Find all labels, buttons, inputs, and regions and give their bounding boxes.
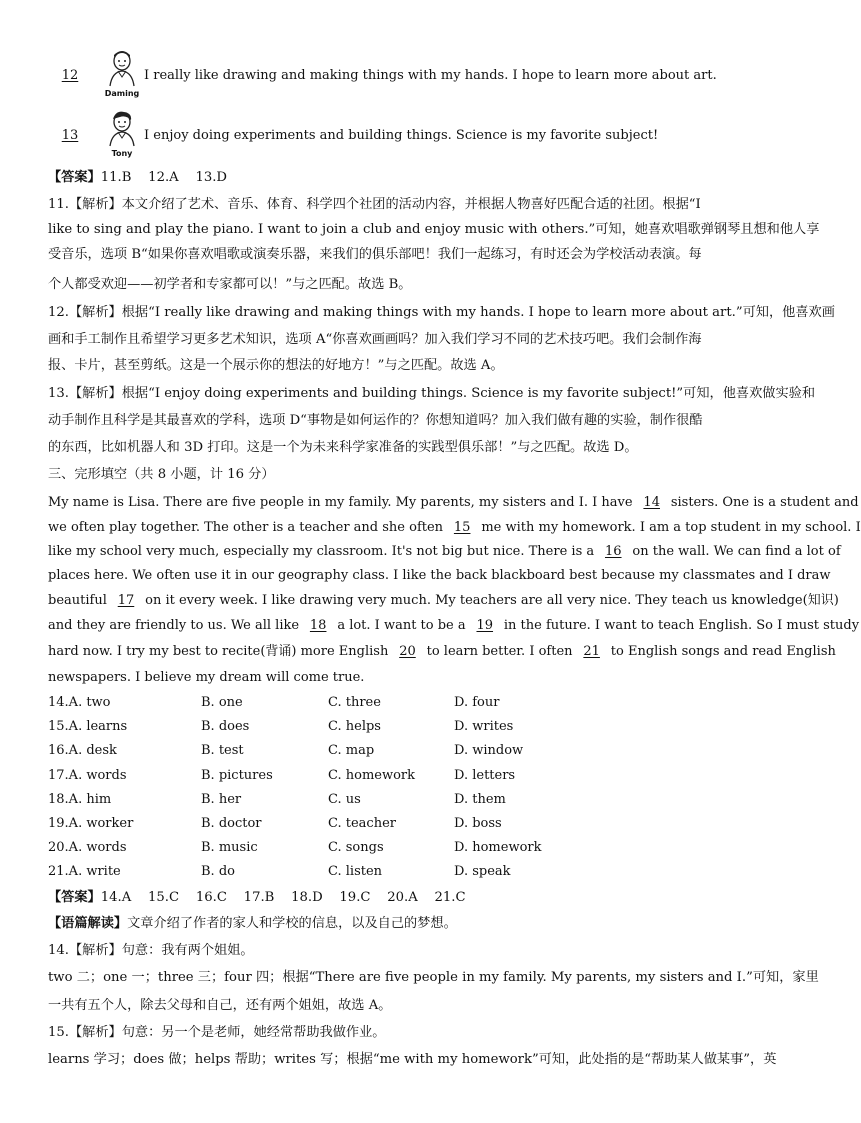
reading-line: [48, 916, 748, 932]
option-choice: B. pictures: [201, 767, 273, 783]
option-choice: B. music: [201, 840, 258, 856]
passage-text: to learn better. I often: [422, 644, 577, 659]
analysis-15-head: 15.【解析】句意：另一个是老师，她经常帮助我做作业。: [48, 1025, 386, 1040]
passage-text: sisters. One is a student and: [666, 495, 859, 510]
analysis-11-line: like to sing and play the piano. I want to join a club and enjoy music with others.”可知，她喜欢唱歌弹钢琴且想和他人享: [48, 222, 820, 237]
answer-text: 11.B 12.A 13.D: [100, 170, 227, 185]
option-choice: 14.A. two: [48, 695, 111, 710]
passage-line: [48, 520, 861, 536]
figure-name: Daming: [104, 89, 140, 98]
analysis-11-line: 个人都受欢迎——初学者和专家都可以！”与之匹配。故选 B。: [48, 277, 412, 292]
analysis-13-line: 13.【解析】根据“I enjoy doing experiments and building things. Science is my favorite subject!”可知，他喜欢做实验和: [48, 386, 816, 401]
match-item-13: [48, 128, 748, 158]
option-choice: C. us: [328, 791, 361, 807]
option-choice: B. doctor: [201, 816, 262, 831]
option-choice: 20.A. words: [48, 840, 127, 856]
boy-figure-icon: [102, 50, 142, 96]
passage-text: and they are friendly to us. We all like: [48, 618, 304, 633]
passage-text: on it every week. I like drawing very much. My teachers are all very nice. They teach us knowledge(知识): [141, 593, 839, 608]
option-choice: 17.A. words: [48, 767, 127, 783]
passage-line: [48, 670, 748, 686]
section-title: 三、完形填空（共 8 小题，计 16 分）: [48, 467, 275, 482]
option-choice: B. do: [201, 864, 235, 880]
option-choice: 15.A. learns: [48, 719, 128, 735]
answer-line: [48, 890, 748, 906]
passage-line: [48, 544, 841, 560]
answer-tag: 【答案】: [48, 170, 101, 185]
match-item-12: [48, 68, 748, 98]
option-choice: B. does: [201, 719, 250, 735]
option-choice: B. her: [201, 791, 242, 807]
passage-text: on the wall. We can find a lot of: [628, 544, 841, 559]
passage-text: me with my homework. I am a top student in my school. I: [477, 520, 861, 535]
answer-blank: 12: [61, 68, 79, 83]
option-choice: C. songs: [328, 840, 384, 856]
option-choice: C. three: [328, 695, 381, 710]
answer-tag: 【答案】: [48, 890, 101, 905]
analysis-12-line: 12.【解析】根据“I really like drawing and making things with my hands. I hope to learn more about art.”可知，他喜欢画: [48, 305, 835, 320]
passage-text: to English songs and read English: [606, 644, 836, 659]
cloze-blank: 14: [643, 495, 660, 510]
option-choice: C. listen: [328, 864, 383, 880]
option-choice: B. one: [201, 695, 243, 710]
option-choice: C. homework: [328, 767, 416, 783]
cloze-blank: 17: [117, 593, 135, 608]
option-choice: D. boss: [454, 816, 502, 831]
passage-line: [48, 495, 859, 511]
option-choice: 16.A. desk: [48, 743, 117, 759]
analysis-14-head: 14.【解析】句意：我有两个姐姐。: [48, 943, 254, 958]
passage-text: newspapers. I believe my dream will come true.: [48, 670, 365, 685]
figure-name: Tony: [111, 149, 133, 158]
passage-text: My name is Lisa. There are five people in my family. My parents, my sisters and I. I have: [48, 495, 637, 510]
option-choice: 18.A. him: [48, 791, 112, 807]
analysis-11-line: 11.【解析】本文介绍了艺术、音乐、体育、科学四个社团的活动内容，并根据人物喜好匹配合适的社团。根据“I: [48, 197, 701, 212]
cloze-blank: 19: [476, 618, 494, 633]
passage-text: places here. We often use it in our geography class. I like the back blackboard best because my classmates and I draw: [48, 568, 831, 583]
analysis-13-line: 的东西，比如机器人和 3D 打印。这是一个为未来科学家准备的实践型俱乐部！”与之匹配。故选 D。: [48, 440, 638, 455]
option-choice: D. homework: [454, 840, 542, 856]
option-choice: D. letters: [454, 767, 516, 783]
option-choice: 21.A. write: [48, 864, 121, 880]
analysis-14-line: 一共有五个人，除去父母和自己，还有两个姐姐，故选 A。: [48, 998, 392, 1013]
option-choice: D. writes: [454, 719, 514, 735]
option-choice: B. test: [201, 743, 244, 759]
cloze-blank: 15: [453, 520, 471, 535]
passage-text: hard now. I try my best to recite(背诵) more English: [48, 644, 393, 659]
analysis-12-line: 画和手工制作且希望学习更多艺术知识，选项 A“你喜欢画画吗？加入我们学习不同的艺术技巧吧。我们会制作海: [48, 332, 702, 347]
passage-text: beautiful: [48, 593, 111, 608]
cloze-blank: 18: [309, 618, 327, 633]
option-choice: D. them: [454, 791, 506, 807]
option-choice: 19.A. worker: [48, 816, 134, 831]
analysis-12-line: 报、卡片，甚至剪纸。这是一个展示你的想法的好地方！”与之匹配。故选 A。: [48, 358, 504, 373]
passage-line: [48, 644, 836, 660]
option-choice: D. speak: [454, 864, 511, 880]
passage-line: [48, 568, 831, 584]
passage-text: we often play together. The other is a teacher and she often: [48, 520, 448, 535]
answer-text: 14.A 15.C 16.C 17.B 18.D 19.C 20.A 21.C: [100, 890, 466, 905]
option-choice: C. map: [328, 743, 375, 759]
reading-tag: 【语篇解读】: [48, 916, 128, 931]
analysis-11-line: 受音乐，选项 B“如果你喜欢唱歌或演奏乐器，来我们的俱乐部吧！我们一起练习，有时还会为学校活动表演。每: [48, 247, 702, 262]
answer-blank: 13: [61, 128, 79, 143]
item-text: I enjoy doing experiments and building things. Science is my favorite subject!: [144, 128, 659, 143]
option-choice: C. helps: [328, 719, 381, 735]
option-choice: C. teacher: [328, 816, 396, 831]
passage-line: [48, 593, 839, 609]
cloze-blank: 20: [399, 644, 416, 659]
passage-text: in the future. I want to teach English. So I must study: [499, 618, 860, 633]
cloze-blank: 21: [583, 644, 600, 659]
analysis-14-line: two 二；one 一；three 三；four 四；根据“There are five people in my family. My parents, my sisters and I.”可知，家里: [48, 970, 819, 985]
answer-line: [48, 170, 748, 186]
cloze-blank: 16: [604, 544, 622, 559]
analysis-15-line: learns 学习；does 做；helps 帮助；writes 写；根据“me with my homework”可知，此处指的是“帮助某人做某事”，英: [48, 1052, 777, 1067]
option-choice: D. window: [454, 743, 524, 759]
reading-text: 文章介绍了作者的家人和学校的信息，以及自己的梦想。: [127, 916, 457, 931]
boy-figure-icon: [102, 110, 142, 156]
item-text: I really like drawing and making things with my hands. I hope to learn more about art.: [144, 68, 717, 83]
option-choice: D. four: [454, 695, 500, 710]
analysis-13-line: 动手制作且科学是其最喜欢的学科，选项 D“事物是如何运作的？你想知道吗？加入我们做有趣的实验，制作很酷: [48, 413, 703, 428]
passage-text: like my school very much, especially my classroom. It's not big but nice. There is a: [48, 544, 599, 559]
passage-line: [48, 618, 860, 634]
passage-text: a lot. I want to be a: [333, 618, 470, 633]
